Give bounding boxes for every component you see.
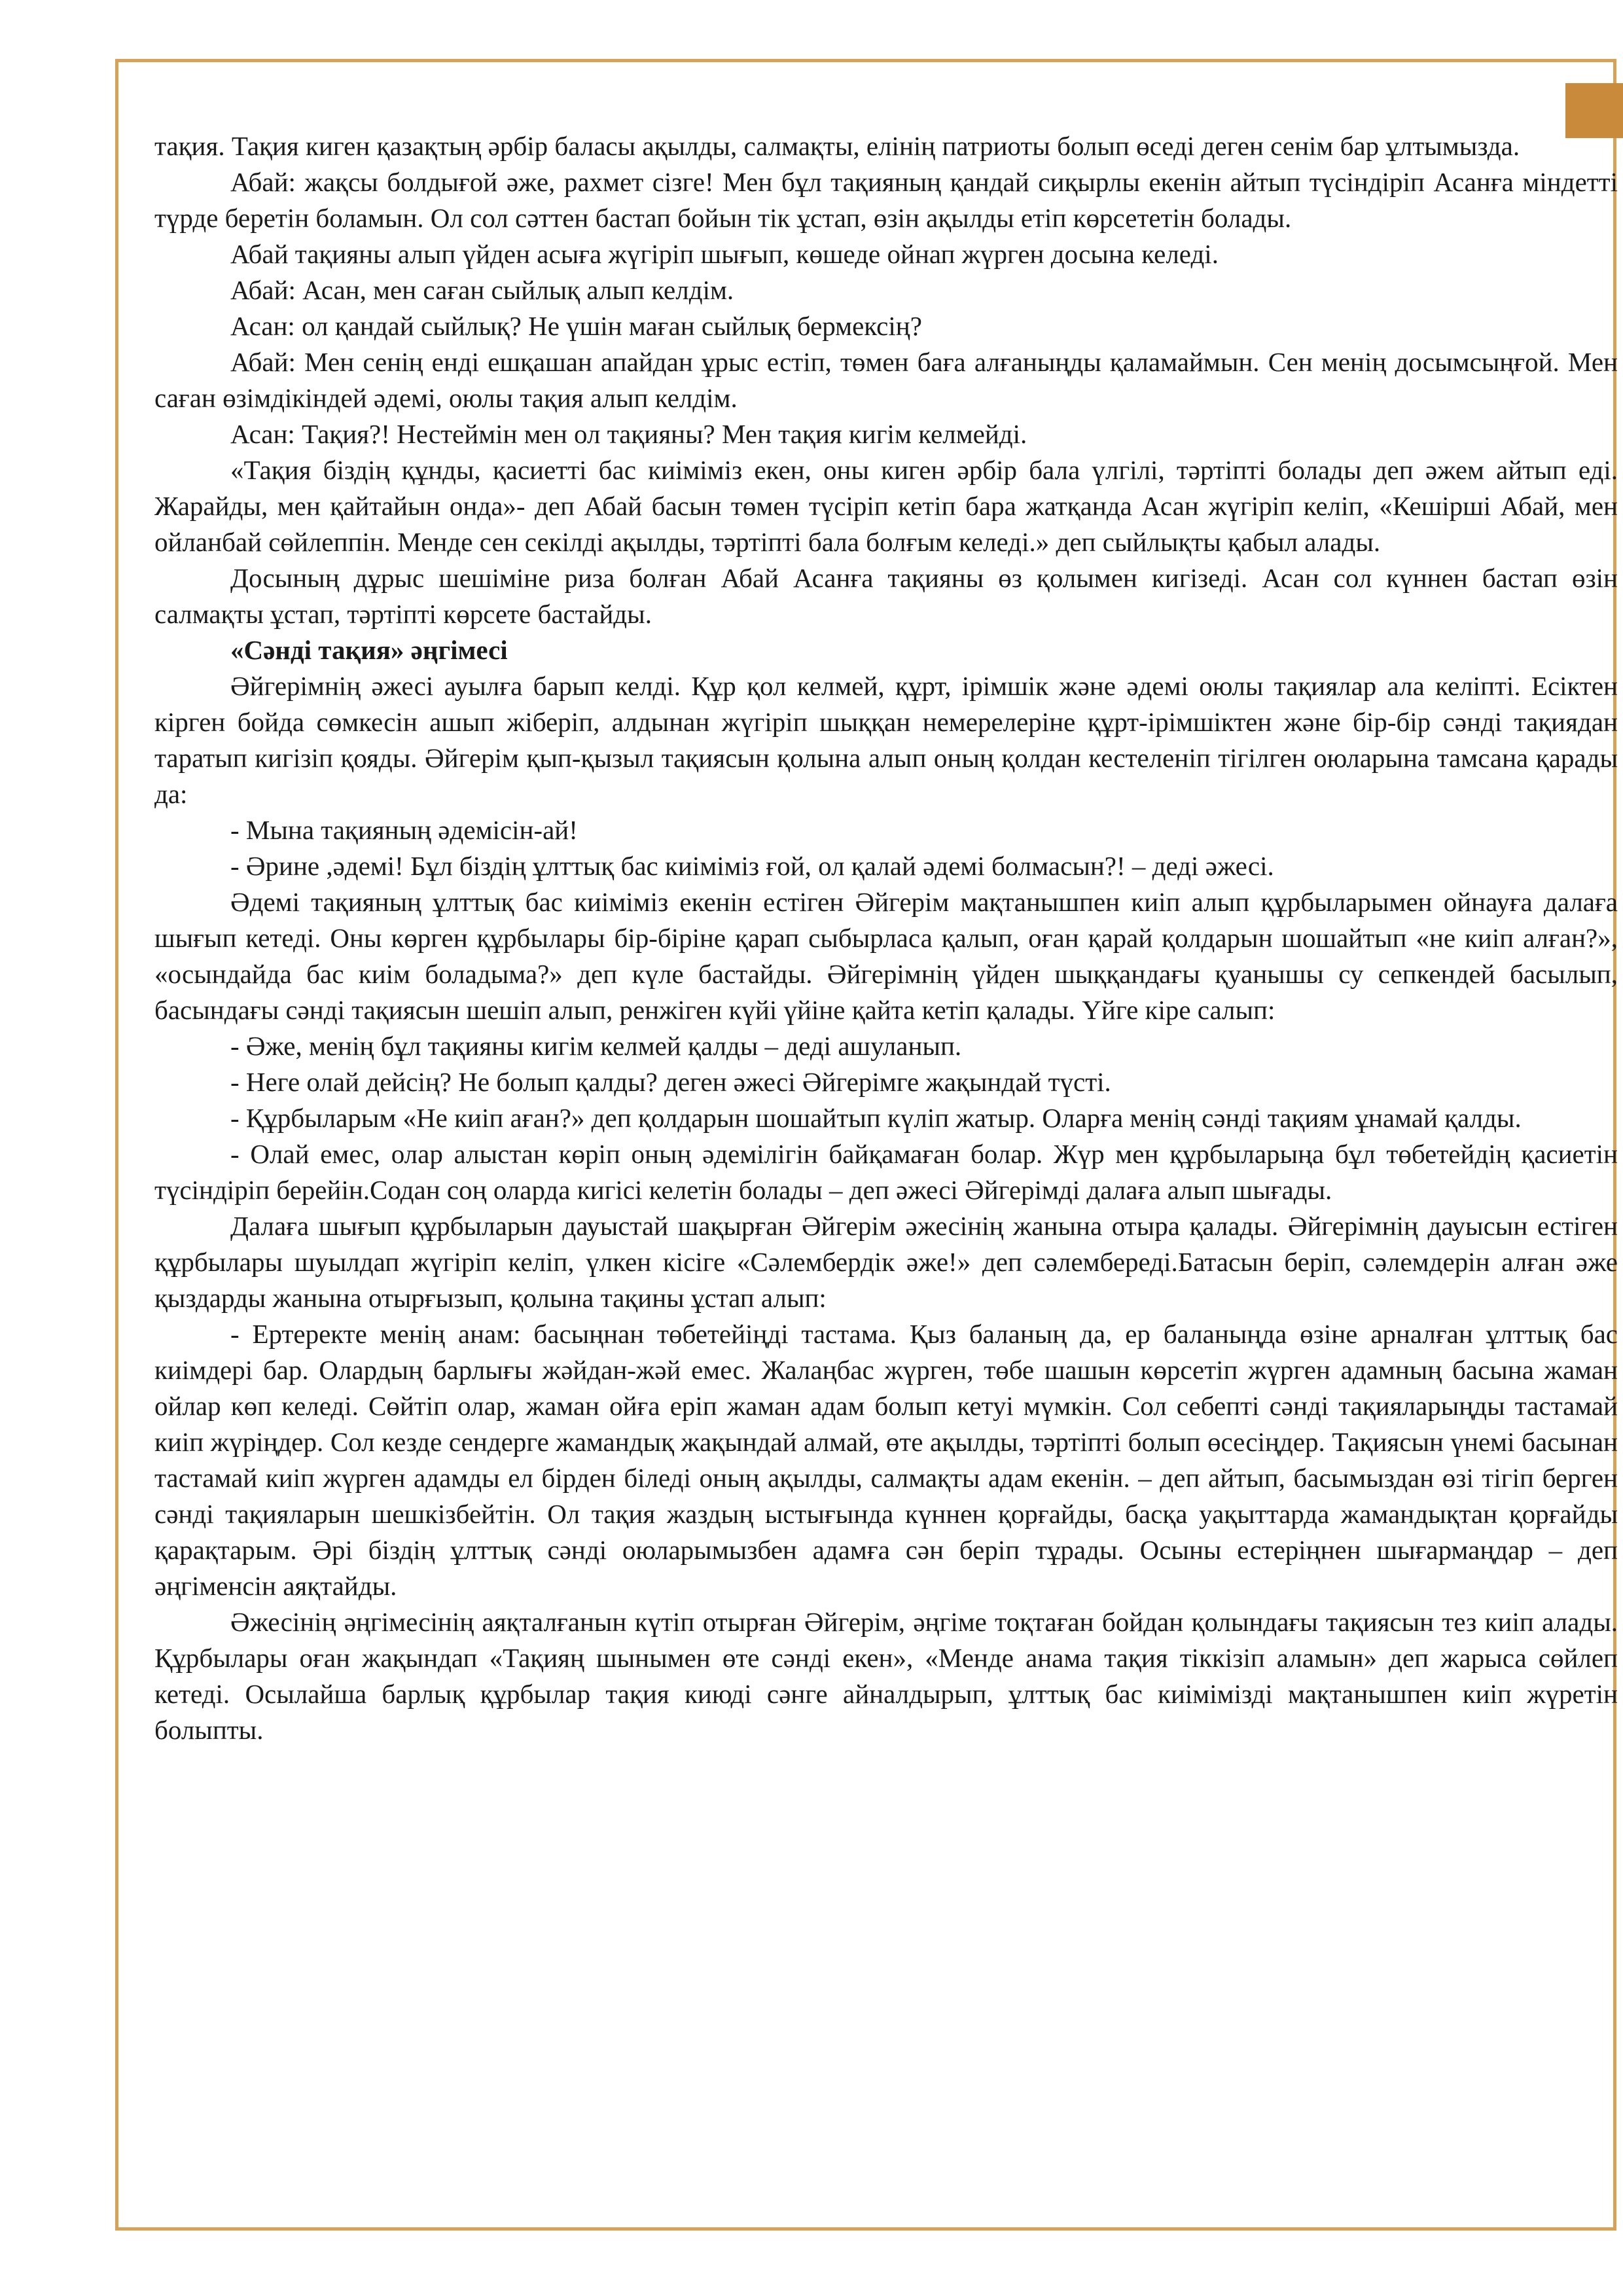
dialogue-line: - Құрбыларым «Не киіп аған?» деп қолдарын шошайтып күліп жатыр. Оларға менің сәнді тақиям ұнамай қалды. <box>230 1103 1522 1133</box>
paragraph: «Тақия біздің құнды, қасиетті бас киіміміз екен, оны киген әрбір бала үлгілі, тәртіпті болады деп әжем айтып еді. Жарайды, мен қайтайын онда»- деп Абай басын төмен түсіріп кетіп бара жатқанда Асан жүгіріп келіп, «Кешірші Абай, мен ойланбай сөйлеппін. Менде сен секілді ақылды, тәртіпті бала болғым келеді.» деп сыйлықты қабыл алады. <box>154 455 1618 557</box>
paragraph: Әжесінің әңгімесінің аяқталғанын күтіп отырған Әйгерім, әңгіме тоқтаған бойдан қолындағы тақиясын тез киіп алады. Құрбылары оған жақындап «Тақияң шынымен өте сәнді екен», «Менде анама тақия тіккізіп аламын» деп жарыса сөйлеп кетеді. Осылайша барлық құрбылар тақия киюді сәнге айналдырып, ұлттық бас киімімізді мақтанышпен киіп жүретін болыпты. <box>154 1607 1618 1745</box>
paragraph: Абай: Мен сенің енді ешқашан апайдан ұрыс естіп, төмен баға алғаныңды қаламаймын. Сен менің досымсыңғой. Мен саған өзімдікіндей әдемі, оюлы тақия алып келдім. <box>154 347 1618 413</box>
story-title: «Сәнді тақия» әңгімесі <box>230 635 508 665</box>
paragraph: Досының дұрыс шешіміне риза болған Абай Асанға тақияны өз қолымен кигізеді. Асан сол күннен бастап өзін салмақты ұстап, тәртіпті көрсете бастайды. <box>154 563 1618 629</box>
paragraph: Далаға шығып құрбыларын дауыстай шақырған Әйгерім әжесінің жанына отыра қалады. Әйгерімнің дауысын естіген құрбылары шуылдап жүгіріп келіп, үлкен кісіге «Сәлембердік әже!» деп сәлембереді.Батасын беріп, сәлемдерін алған әже қыздарды жанына отырғызып, қолына тақины ұстап алып: <box>154 1211 1618 1313</box>
document-body <box>154 128 1618 1748</box>
dialogue-line: - Неге олай дейсің? Не болып қалды? деген әжесі Әйгерімге жақындай түсті. <box>230 1067 1111 1097</box>
paragraph: Абай: жақсы болдығой әже, рахмет сізге! Мен бұл тақияның қандай сиқырлы екенін айтып түсіндіріп Асанға міндетті түрде беретін боламын. Ол сол сәттен бастап бойын тік ұстап, өзін ақылды етіп көрсететін болады. <box>154 167 1618 233</box>
paragraph: тақия. Тақия киген қазақтың әрбір баласы ақылды, салмақты, елінің патриоты болып өседі деген сенім бар ұлтымызда. <box>154 131 1520 161</box>
paragraph: Асан: ол қандай сыйлық? Не үшін маған сыйлық бермексің? <box>230 311 922 341</box>
paragraph: Әйгерімнің әжесі ауылға барып келді. Құр қол келмей, құрт, ірімшік және әдемі оюлы тақиялар ала келіпті. Есіктен кірген бойда сөмкесін ашып жіберіп, алдынан жүгіріп шыққан немерелеріне құрт-ірімшіктен және бір-бір сәнді тақиядан таратып кигізіп қояды. Әйгерім қып-қызыл тақиясын қолына алып оның қолдан кестеленіп тігілген оюларына тамсана қарады да: <box>154 671 1618 809</box>
paragraph: Асан: Тақия?! Нестеймін мен ол тақияны? Мен тақия кигім келмейді. <box>230 419 1027 449</box>
dialogue-line: - Әрине ,әдемі! Бұл біздің ұлттық бас киіміміз ғой, ол қалай әдемі болмасын?! – деді әжесі. <box>230 851 1274 881</box>
dialogue-line: - Олай емес, олар алыстан көріп оның әдемілігін байқамаған болар. Жүр мен құрбыларыңа бұл төбетейдің қасиетін түсіндіріп берейін.Содан соң оларда кигісі келетін болады – деп әжесі Әйгерімді далаға алып шығады. <box>154 1139 1618 1205</box>
dialogue-line: - Әже, менің бұл тақияны кигім келмей қалды – деді ашуланып. <box>230 1031 962 1061</box>
paragraph: Әдемі тақияның ұлттық бас киіміміз екенін естіген Әйгерім мақтанышпен киіп алып құрбыларымен ойнауға далаға шығып кетеді. Оны көрген құрбылары бір-біріне қарап сыбырласа қалып, оған қарай қолдарын шошайтып «не киіп алған?», «осындайда бас киім боладыма?» деп күле бастайды. Әйгерімнің үйден шыққандағы қуанышы су сепкендей басылып, басындағы сәнді тақиясын шешіп алып, ренжіген күйі үйіне қайта кетіп қалады. Үйге кіре салып: <box>154 887 1618 1025</box>
paragraph: Абай тақияны алып үйден асыға жүгіріп шығып, көшеде ойнап жүрген досына келеді. <box>230 239 1219 269</box>
dialogue-line: - Ертеректе менің анам: басыңнан төбетейіңді тастама. Қыз баланың да, ер баланыңда өзіне арналған ұлттық бас киімдері бар. Олардың барлығы жәйдан-жәй емес. Жалаңбас жүрген, төбе шашын көрсетіп жүрген адамның басына жаман ойлар көп келеді. Сөйтіп олар, жаман ойға еріп жаман адам болып кетуі мүмкін. Сол себепті сәнді тақияларыңды тастамай киіп жүріңдер. Сол кезде сендерге жамандық жақындай алмай, өте ақылды, тәртіпті болып өсесіңдер. Тақиясын үнемі басынан тастамай киіп жүрген адамды ел бірден біледі оның ақылды, салмақты адам екенін. – деп айтып, басымыздан өзі тігіп берген сәнді тақияларын шешкізбейтін. Ол тақия жаздың ыстығында күннен қорғайды, басқа уақыттарда жамандықтан қорғайды қарақтарым. Әрі біздің ұлттық сәнді оюларымызбен адамға сән беріп тұрады. Осыны естеріңнен шығармаңдар – деп әңгіменсін аяқтайды. <box>154 1319 1618 1601</box>
dialogue-line: - Мына тақияның әдемісін-ай! <box>230 815 578 845</box>
paragraph: Абай: Асан, мен саған сыйлық алып келдім. <box>230 275 734 305</box>
